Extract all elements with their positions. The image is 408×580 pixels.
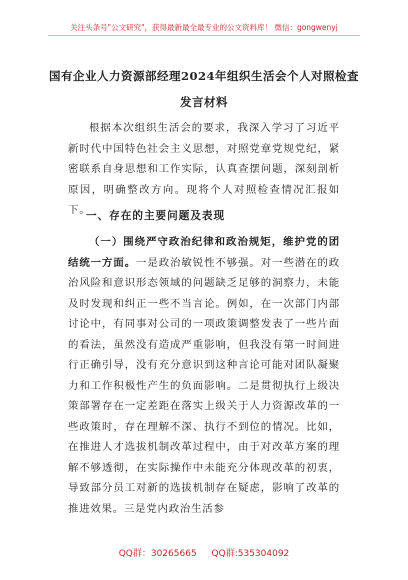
footer-qq-group-1: QQ群：30265665: [118, 549, 197, 559]
header-banner: 关注头条号"公文研究"，获得最新最全最专业的公文资料库！ 微信：gongwenyj: [70, 23, 338, 32]
header-divider: [48, 35, 360, 36]
subsection-heading: （一）围绕严守政治纪律和政治规矩，维护党的团结统一方面。: [68, 236, 340, 269]
subsection-paragraph: [68, 232, 340, 519]
document-title-continued: 发言材料: [180, 95, 228, 109]
footer-qq-group-2: QQ群:535304092: [211, 549, 290, 559]
intro-paragraph: 根据本次组织生活会的要求，我深入学习了习近平新时代中国特色社会主义思想，对照党章党规党纪，紧密联系自身思想和工作实际，认真查摆问题，深刻剖析原因，明确整改方向。现将个人对照检查情况汇报如下。: [68, 122, 340, 216]
footer-contacts: [0, 546, 408, 559]
subsection-body: 一是政治敏锐性不够强。对一些潜在的政治风险和意识形态领域的问题缺乏足够的洞察力，未能及时发现和纠正一些不当言论。例如，在一次部门内部讨论中，有同事对公司的一项政策调整发表了一些片面的看法，虽然没有造成严重影响，但我没有第一时间进行正确引导，没有充分意识到这种言论可能对团队凝聚力和工作积极性产生的负面影响。二是贯彻执行上级决策部署存在一定差距在落实上级关于人力资源改革的一些政策时，存在理解不深、执行不到位的情况。比如，在推进人才选拔机制改革过程中，由于对改革方案的理解不够透彻，在实际操作中未能充分体现改革的初衷，导致部分员工对新的选拔机制存在疑虑，影响了改革的推进效果。三是党内政治生活参: [68, 256, 340, 515]
section-heading: 一、存在的主要问题及表现: [86, 210, 226, 222]
document-title: 国有企业人力资源部经理2024年组织生活会个人对照检查: [48, 69, 359, 83]
